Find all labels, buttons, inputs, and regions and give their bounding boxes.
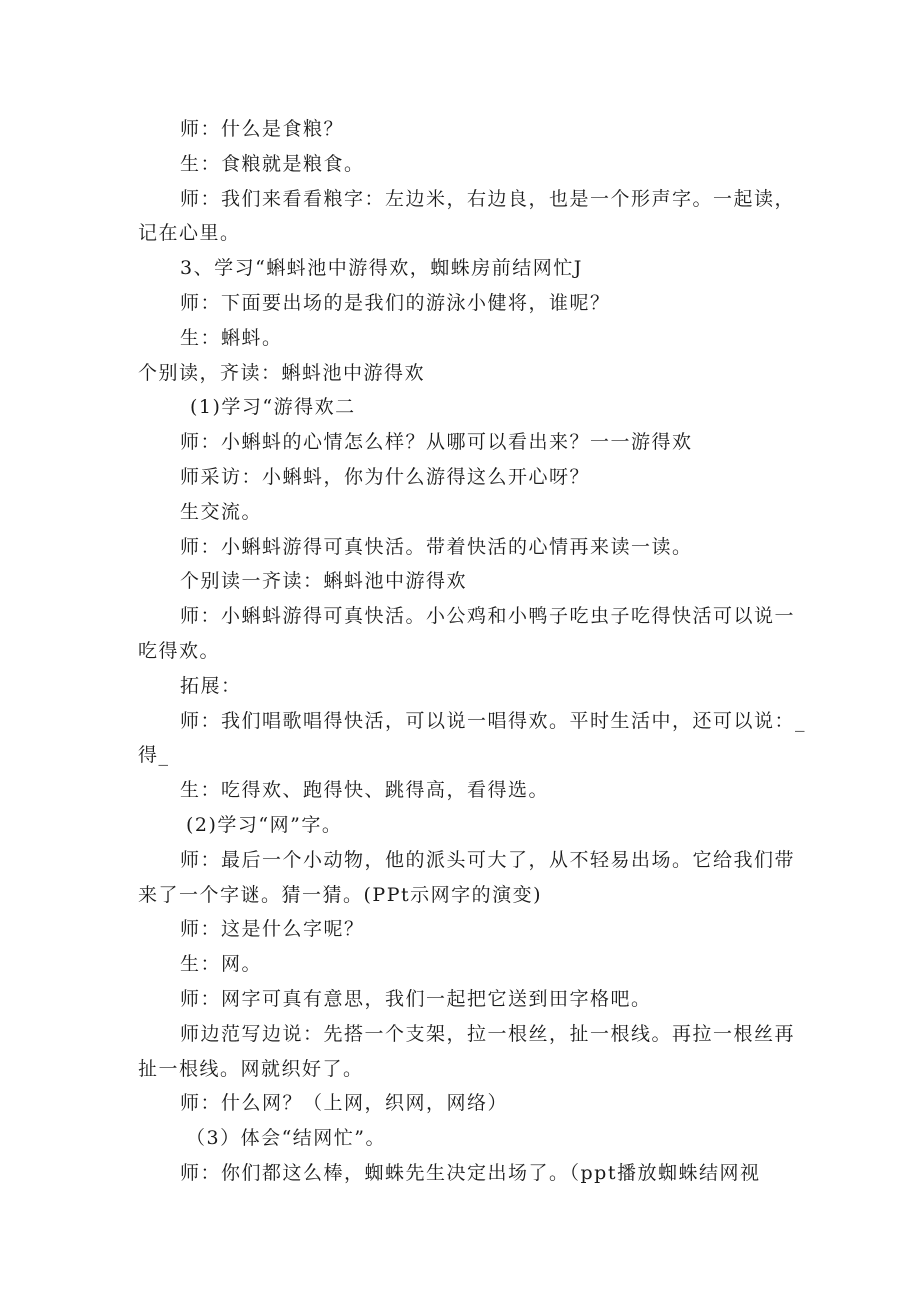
paragraph-line: 师：小蝌蚪游得可真快活。小公鸡和小鸭子吃虫子吃得快活可以说一 [180, 605, 796, 628]
paragraph-line: 师：这是什么字呢？ [180, 918, 365, 941]
paragraph-line: 师：下面要出场的是我们的游泳小健将，谁呢？ [180, 291, 611, 314]
paragraph-line: 来了一个字谜。猜一猜。(PPt示网字的演变) [138, 883, 543, 906]
paragraph-line: 记在心里。 [138, 222, 241, 245]
paragraph-line: 生：网。 [180, 953, 263, 976]
paragraph-line: 生：蝌蚪。 [180, 326, 283, 349]
subsection-heading: （3）体会“结网忙”。 [186, 1127, 387, 1150]
paragraph-line: 得_ [138, 744, 170, 767]
subsection-heading: (2)学习“网”字。 [186, 813, 343, 836]
subsection-heading: (1)学习“游得欢二 [190, 396, 356, 419]
paragraph-line: 师边范写边说：先搭一个支架，拉一根丝，扯一根线。再拉一根丝再 [180, 1022, 796, 1045]
paragraph-line: 师：小蝌蚪的心情怎么样？从哪可以看出来？一一游得欢 [180, 431, 693, 454]
paragraph-line: 个别读，齐读：蝌蚪池中游得欢 [138, 361, 426, 384]
paragraph-line: 生交流。 [180, 500, 263, 523]
paragraph-line: 拓展： [180, 674, 242, 697]
paragraph-line: 师：我们来看看粮字：左边米，右边良，也是一个形声字。一起读， [180, 187, 796, 210]
paragraph-line: 师：什么网？（上网，织网，网络） [180, 1092, 509, 1115]
paragraph-line: 师：网字可真有意思，我们一起把它送到田字格吧。 [180, 987, 652, 1010]
paragraph-line: 师：你们都这么棒，蜘蛛先生决定出场了。（ppt播放蜘蛛结网视 [180, 1161, 761, 1184]
paragraph-line: 扯一根线。网就织好了。 [138, 1057, 364, 1080]
paragraph-line: 个别读一齐读：蝌蚪池中游得欢 [180, 570, 468, 593]
paragraph-line: 师：最后一个小动物，他的派头可大了，从不轻易出场。它给我们带 [180, 848, 796, 871]
paragraph-line: 师：我们唱歌唱得快活，可以说一唱得欢。平时生活中，还可以说：_ [180, 709, 807, 732]
paragraph-line: 师：什么是食粮？ [180, 118, 345, 140]
section-heading: 3、学习“蝌蚪池中游得欢，蜘蛛房前结网忙J [180, 257, 583, 280]
document-body [138, 112, 807, 1191]
paragraph-line: 师：小蝌蚪游得可真快活。带着快活的心情再来读一读。 [180, 535, 693, 558]
paragraph-line: 生：食粮就是粮食。 [180, 152, 365, 175]
paragraph-line: 师采访：小蝌蚪，你为什么游得这么开心呀？ [180, 465, 591, 488]
paragraph-line: 生：吃得欢、跑得快、跳得高，看得选。 [180, 779, 550, 802]
paragraph-line: 吃得欢。 [138, 639, 221, 662]
